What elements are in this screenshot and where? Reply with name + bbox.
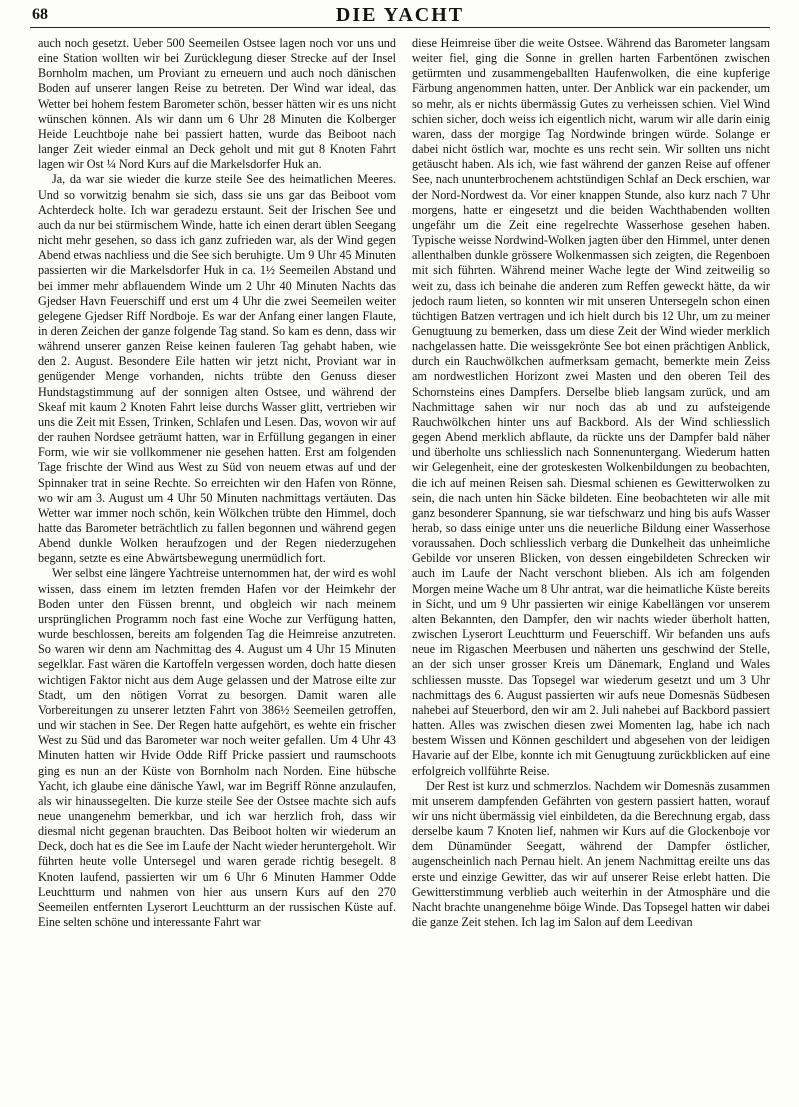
paragraph: Ja, da war sie wieder die kurze steile See des heimatlichen Meeres. Und so vorwitzig benahm sie sich, dass sie uns gar das Beiboot vom Achterdeck holte. Ich war geradezu erstaunt. Seit der Irischen See und auch da nur bei stürmischem Winde, hatte ich einen derart üblen Seegang nicht mehr gesehen, so dass ich ganz zufrieden war, als der Wind gegen Abend etwas nachliess und die See sich beruhigte. Um 9 Uhr 45 Minuten passierten wir die Markelsdorfer Huk in ca. 1½ Seemeilen Abstand und bei immer mehr abflauendem Winde um 2 Uhr 40 Minuten Nachts das Gjedser Havn Feuerschiff und erst um 4 Uhr die zwei Seemeilen weiter gelegene Gjedser Riff Nordboje. Es war der Anfang einer langen Flaute, in deren Zeichen der ganze folgende Tag stand. So kam es denn, dass wir während unserer ganzen Reise keinen fauleren Tag gehabt haben, wie den 2. August. Besondere Eile hatten wir jetzt nicht, Proviant war in genügender Menge vorhanden, nichts trübte den Genuss dieser Hundstagstimmung auf der sonnigen alten Ostsee, und während der Skeaf mit kaum 2 Knoten Fahrt leise durchs Wasser glitt, vertrieben wir uns die Zeit mit Essen, Trinken, Schlafen und Lesen. Das, wovon wir auf der rauhen Nordsee geträumt hatten, war in Erfüllung gegangen in einer Form, wie wir sie vollkommener nie gesehen hatten. Erst am folgenden Tage frischte der Wind aus West zu Süd von neuem etwas auf und der Spinnaker trat in seine Rechte. So erreichten wir den Hafen von Rönne, wo wir am 3. August um 4 Uhr 50 Minuten nachmittags vertäuten. Das Wetter war immer noch schön, kein Wölkchen trübte den Himmel, doch hatte das Barometer beträchtlich zu fallen begonnen und während gegen Abend dunkle Wolken heraufzogen und der Regen niederzugehen begann, setzte es eine Abwärtsbewegung unermüdlich fort. [38, 172, 396, 566]
running-title: DIE YACHT [335, 4, 465, 26]
page-number: 68 [32, 6, 48, 23]
paragraph: Wer selbst eine längere Yachtreise unternommen hat, der wird es wohl wissen, dass einem im letzten fremden Hafen vor der Heimkehr der Boden unter den Füssen brennt, und obgleich wir nach meinem ursprünglichen Programm noch fast eine Woche zur Verfügung hatten, wurde beschlossen, bereits am folgenden Tag die Heimreise anzutreten. So waren wir denn am Nachmittag des 4. August um 4 Uhr 15 Minuten segelklar. Fast wären die Kartoffeln vergessen worden, doch hatte diesen wichtigen Faktor nicht aus dem Auge gelassen und der Matrose eilte zur Stadt, um den nötigen Vorrat zu besorgen. Damit waren alle Vorbereitungen zu unserer letzten Fahrt von 386½ Seemeilen getroffen, und wir stachen in See. Der Regen hatte aufgehört, es wehte ein frischer West zu Süd und das Barometer war noch weiter gefallen. Um 4 Uhr 43 Minuten hatten wir Hvide Odde Riff Pricke passiert und raumschoots ging es nun an der Küste von Bornholm nach Norden. Eine hübsche Yacht, ich glaube eine dänische Yawl, war im Begriff Rönne anzulaufen, als wir hinaussegelten. Die kurze steile See der Ostsee machte sich aufs neue unangenehm bemerkbar, und ich war herzlich froh, dass wir diesmal nicht gegenan brauchten. Das Beiboot holten wir wiederum an Deck, doch hat es die See im Laufe der Nacht wieder heruntergeholt. Wir führten heute volle Untersegel und waren gerade richtig besegelt. 8 Knoten laufend, passierten wir um 6 Uhr 6 Minuten Hammer Odde Leuchtturm und nahmen von hier aus unsern Kurs auf den 270 Seemeilen entfernten Lyserort Leuchtturm an der russischen Küste auf. Eine selten schöne und interessante Fahrt war [38, 566, 396, 930]
paragraph: diese Heimreise über die weite Ostsee. Während das Barometer langsam weiter fiel, ging die Sonne in grellen harten Farbentönen zwischen getürmten und zusammengeballten Haufenwolken, die eine kupferige Färbung angenommen hatten, unter. Der Anblick war ein packender, um so mehr, als er nichts übermässig Gutes zu verheissen schien. Viel Wind schien sicher, doch weiss ich eigentlich nicht, warum wir alle darin einig waren, dass der morgige Tag Nordwinde bringen würde. Solange er dabei nicht östlich war, mochte es uns recht sein. Wir sollten uns nicht getäuscht haben. Als ich, wie fast während der ganzen Reise auf offener See, nach ununterbrochenem achtstündigen Schlaf an Deck erschien, war der Nord-Nordwest da. Vor einer knappen Stunde, also kurz nach 7 Uhr morgens, hatte er eingesetzt und die beiden Wachthabenden wollten ungefähr um die Zeit eine regelrechte Wasserhose gesehen haben. Typische weisse Nordwind-Wolken jagten über den Himmel, unter denen allenthalben dunkle grössere Wolkenmassen sich zeigten, die Regenboen mit sich führten. Während meiner Wache legte der Wind zeitweilig so weit zu, dass ich beinahe die anderen zum Reffen geweckt hätte, da wir jedoch raum lieten, so konnten wir mit unseren Untersegeln schon einen tüchtigen Batzen vertragen und ich hielt durch bis 12 Uhr, um zu meiner Genugtuung zu bemerken, dass um diese Zeit der Wind wieder merklich nachgelassen hatte. Die weissgekrönte See bot einen prächtigen Anblick, durch ein Rauchwölkchen aufmerksam gemacht, bemerkte mein Zeiss am nordwestlichen Horizont zwei Masten und den oberen Teil des Schornsteins eines Dampfers. Derselbe blieb langsam zurück, und am Nachmittage sahen wir nur noch das ab und zu aufsteigende Rauchwölkchen hinter uns auf Backbord. Als der Wind schliesslich gegen Abend merklich abflaute, da rückte uns der Dampfer bald näher und überholte uns schliesslich nach Sonnenuntergang. Wiederum hatten wir Gelegenheit, eine der groteskesten Wolkenbildungen zu beobachten, die ich auf meinen Reisen sah. Diesmal schienen es Gewitterwolken zu sein, die nach unten hin Säcke bildeten. Eine beobachteten wir alle mit ganz besonderer Spannung, sie war tiefschwarz und hing bis aufs Wasser herab, so dass einige unter uns die neuerliche Bildung einer Wasserhose voraussahen. Doch schliesslich verbarg die Dunkelheit das unheimliche Gebilde vor unseren Blicken, von dessen eingebildeten Schrecken wir auch im Laufe der Nacht verschont blieben. Als ich am folgenden Morgen meine Wache um 8 Uhr antrat, war die heimatliche Küste bereits in Sicht, und um 9 Uhr passierten wir einige Kabellängen vor unserem alten Bekannten, den Dampfer, den wir nachts wieder überholt hatten, zwischen Lyserort Leuchtturm und Feuerschiff. Wir befanden uns aufs neue im Rigaschen Meerbusen und näherten uns geschwind der Stelle, an der sich unser grosser Kreis um Dänemark, England und Wales schliessen musste. Das Topsegel war wiederum gesetzt und um 3 Uhr nachmittags des 6. August passierten wir aufs neue Domesnäs Südbesen nahebei auf Steuerbord, den wir am 2. Juli nahebei auf Backbord passiert hatten. Alles was zwischen diesen zwei Momenten lag, habe ich nach bestem Wissen und Können geschildert und abgesehen von der leidigen Havarie auf der Elbe, konnte ich mit Genugtuung zurückblicken auf eine erfolgreich vollführte Reise. [412, 36, 770, 778]
paragraph: auch noch gesetzt. Ueber 500 Seemeilen Ostsee lagen noch vor uns und eine Station wollten wir bei Zurücklegung dieser Strecke auf der Insel Bornholm machen, um Proviant zu erneuern und auch noch dänischen Boden auf unserer langen Reise zu betreten. Der Wind war ideal, das Wetter bei hohem festem Barometer schön, besser hätten wir es uns nicht wünschen können. Als wir dann um 6 Uhr 28 Minuten die Kolberger Heide Leuchtboje nahe bei passiert hatten, wurde das Beiboot nach langer Zeit wieder einmal an Deck geholt und mit gut 8 Knoten Fahrt lagen wir Ost ¼ Nord Kurs auf die Markelsdorfer Huk an. [38, 36, 396, 172]
header-rule [30, 27, 770, 28]
paragraph: Der Rest ist kurz und schmerzlos. Nachdem wir Domesnäs zusammen mit unserem dampfenden Gefährten von gestern passiert hatten, worauf wir uns nicht übermässig viel einbildeten, da die Berechnung ergab, dass derselbe kaum 7 Knoten lief, nahmen wir Kurs auf die Glockenboje vor dem Dünamünder Seegatt, während der Dampfer östlicher, augenscheinlich nach Pernau hielt. An jenem Nachmittag ereilte uns das erste und einzige Gewitter, das wir auf unserer Reise erlebt hatten. Die Gewitterstimmung verblieb auch weiterhin in der Atmosphäre und die Nacht brachte unangenehme böige Winde. Das Topsegel hatten wir dabei die ganze Zeit stehen. Ich lag im Salon auf dem Leedivan [412, 778, 770, 930]
left-column [38, 36, 396, 1100]
running-header [30, 4, 770, 28]
right-column [412, 36, 770, 1100]
